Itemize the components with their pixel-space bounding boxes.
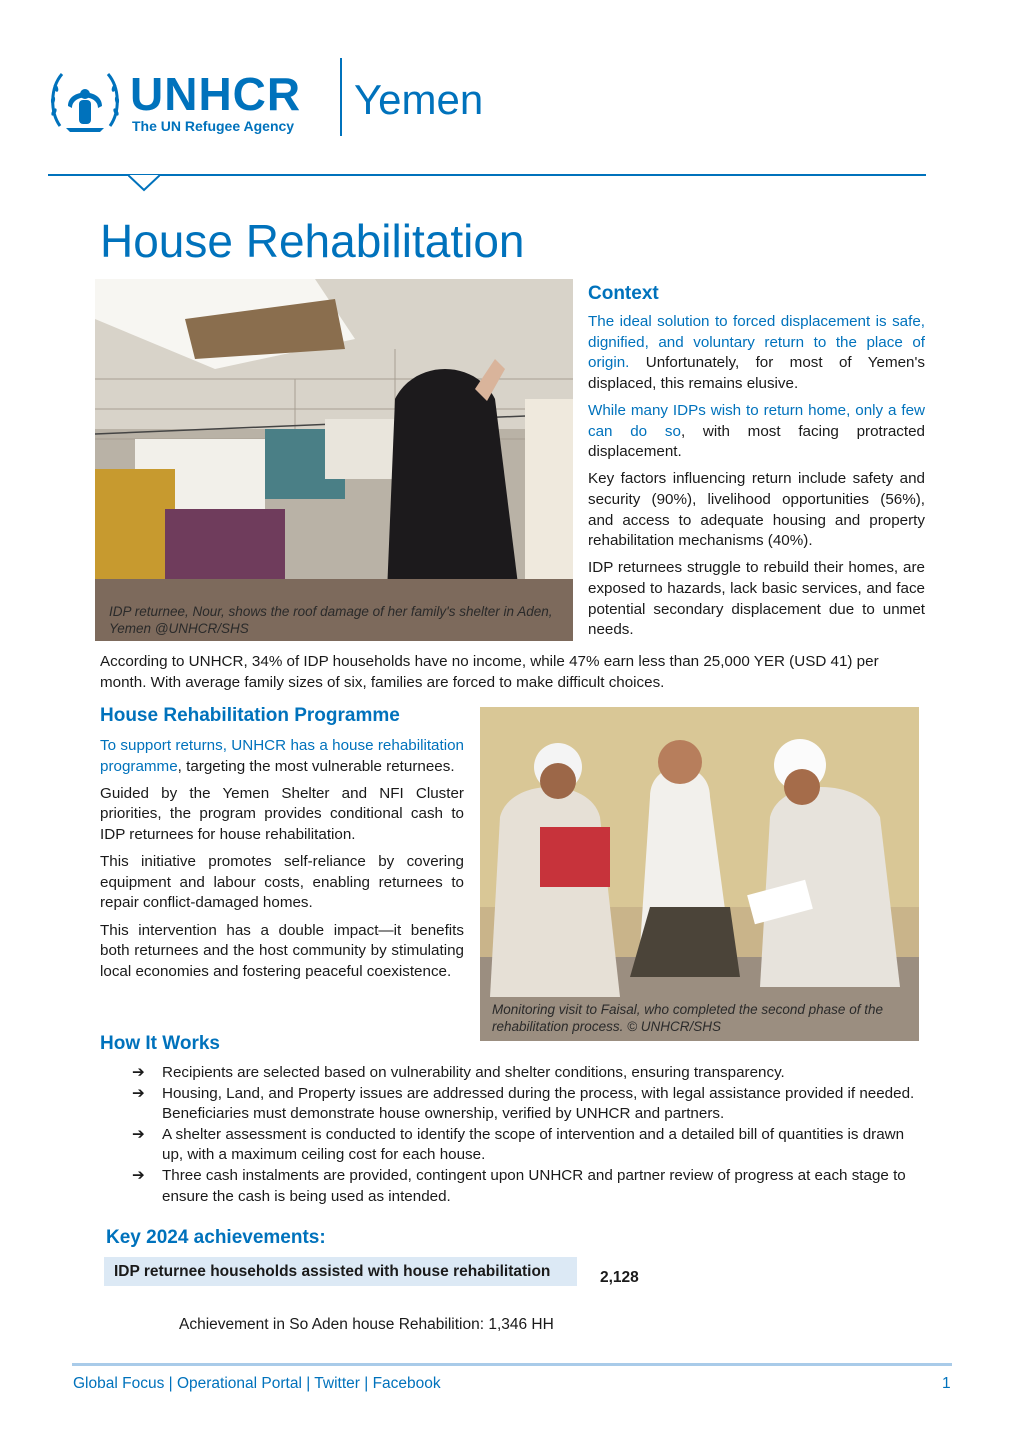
country-name: Yemen <box>354 76 484 123</box>
achievements-heading: Key 2024 achievements: <box>106 1227 326 1248</box>
arrow-icon: ➔ <box>132 1084 145 1102</box>
footer-rule <box>72 1363 952 1366</box>
achievement-label: IDP returnee households assisted with house rehabilitation <box>114 1263 551 1280</box>
header-notch <box>128 174 160 192</box>
unhcr-emblem-icon <box>46 66 124 136</box>
logo-divider <box>340 58 342 136</box>
monitoring-visit-photo <box>480 707 919 1041</box>
arrow-icon: ➔ <box>132 1125 145 1143</box>
list-item <box>132 1125 926 1166</box>
programme-paragraph: Guided by the Yemen Shelter and NFI Cluster priorities, the program provides conditional cash to IDP returnees for house rehabilitation. <box>100 784 464 843</box>
context-section <box>588 283 925 647</box>
highlight-text: To support returns, UNHCR has a house rehabilitation programme <box>100 737 464 775</box>
list-item <box>132 1063 926 1084</box>
context-paragraph <box>588 401 925 463</box>
header-rule <box>48 174 926 176</box>
footer-separator: | <box>301 1375 315 1392</box>
arrow-icon: ➔ <box>132 1064 145 1081</box>
photo-caption: IDP returnee, Nour, shows the roof damage of her family's shelter in Aden, Yemen @UNHCR/SHS <box>109 604 553 636</box>
how-it-works-heading: How It Works <box>100 1033 220 1054</box>
highlight-text: While many IDPs wish to return home, only a few can do so <box>588 401 925 440</box>
footer-link-operational-portal[interactable]: Operational Portal <box>176 1375 302 1392</box>
context-paragraph: IDP returnees struggle to rebuild their homes, are exposed to hazards, lack basic services, and face potential secondary displacement due to unmet needs. <box>588 559 925 639</box>
programme-paragraph: This initiative promotes self-reliance by covering equipment and labour costs, enabling returnees to repair conflict-damaged homes. <box>100 853 464 912</box>
body-text: Unfortunately, for most of Yemen's displaced, this remains elusive. <box>588 354 925 392</box>
programme-paragraph: This intervention has a double impact—it benefits both returnees and the host community by stimulating local economies and fostering peaceful coexistence. <box>100 921 464 980</box>
list-item-text: Recipients are selected based on vulnerability and shelter conditions, ensuring transparency. <box>162 1064 785 1081</box>
page-title: House Rehabilitation <box>100 215 525 267</box>
roof-damage-photo <box>95 279 573 641</box>
unhcr-logo-wordmark: UNHCR <box>130 68 302 120</box>
programme-section <box>100 705 464 989</box>
list-item <box>132 1166 926 1207</box>
page-number: 1 <box>942 1375 951 1392</box>
body-text: , targeting the most vulnerable returnees. <box>177 757 455 775</box>
footer-link-facebook[interactable]: Facebook <box>372 1375 441 1392</box>
body-text: , with most facing protracted displacement. <box>588 422 925 461</box>
achievement-value: 2,128 <box>600 1269 639 1286</box>
footer-separator: | <box>359 1375 373 1392</box>
context-paragraph <box>588 312 925 394</box>
footer-link-global-focus[interactable]: Global Focus <box>73 1375 165 1392</box>
programme-paragraph <box>100 736 464 777</box>
list-item-text: A shelter assessment is conducted to identify the scope of intervention and a detailed bill of quantities is drawn up, with a maximum ceiling cost for each house. <box>162 1125 905 1164</box>
achievement-note: Achievement in So Aden house Rehabilition: 1,346 HH <box>179 1316 554 1333</box>
footer-links <box>73 1375 441 1393</box>
how-it-works-list <box>132 1063 926 1207</box>
income-paragraph: According to UNHCR, 34% of IDP households have no income, while 47% earn less than 25,000 YER (USD 41) per month. With average family sizes of six, families are forced to make difficult choices. <box>100 653 879 691</box>
list-item-text: Three cash instalments are provided, contingent upon UNHCR and partner review of progress at each stage to ensure the cash is being used as intended. <box>162 1166 906 1205</box>
photo-caption: Monitoring visit to Faisal, who completed the second phase of the rehabilitation process. © UNHCR/SHS <box>492 1002 883 1034</box>
context-heading: Context <box>588 283 659 304</box>
footer-separator: | <box>164 1375 177 1392</box>
footer-link-twitter[interactable]: Twitter <box>314 1375 360 1392</box>
list-item <box>132 1084 926 1125</box>
context-paragraph: Key factors influencing return include safety and security (90%), livelihood opportunities (56%), and access to adequate housing and property rehabilitation mechanisms (40%). <box>588 470 925 550</box>
logo-subtitle: The UN Refugee Agency <box>132 118 295 134</box>
list-item-text: Housing, Land, and Property issues are addressed during the process, with legal assistance provided if needed. Beneficiaries must demonstrate house ownership, verified by UNHCR and partners. <box>162 1084 915 1123</box>
arrow-icon: ➔ <box>132 1166 145 1184</box>
highlight-text: The ideal solution to forced displacement is safe, dignified, and voluntary return to the place of origin. <box>588 313 925 372</box>
programme-heading: House Rehabilitation Programme <box>100 705 400 726</box>
